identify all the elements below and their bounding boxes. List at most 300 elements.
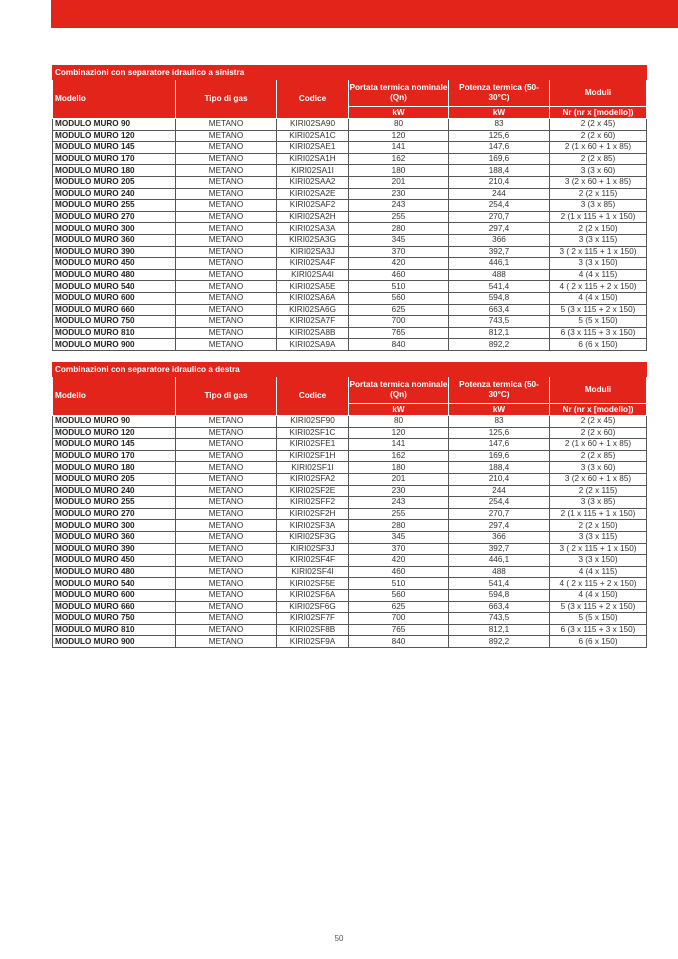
portata-cell: 370 bbox=[349, 246, 449, 258]
table-row bbox=[53, 304, 647, 316]
table-row bbox=[53, 578, 647, 590]
table-row bbox=[53, 566, 647, 578]
table-row bbox=[53, 165, 647, 177]
model-cell: MODULO MURO 750 bbox=[53, 613, 176, 625]
moduli-cell: 5 (5 x 150) bbox=[550, 316, 647, 328]
model-cell: MODULO MURO 170 bbox=[53, 153, 176, 165]
potenza-cell: 169,6 bbox=[449, 450, 550, 462]
potenza-cell: 446,1 bbox=[449, 555, 550, 567]
table-row bbox=[53, 462, 647, 474]
portata-cell: 510 bbox=[349, 578, 449, 590]
code-cell: KIRI02SA6G bbox=[277, 304, 349, 316]
gas-cell: METANO bbox=[176, 119, 277, 131]
col-header-tipo-gas: Tipo di gas bbox=[176, 80, 277, 119]
model-cell: MODULO MURO 240 bbox=[53, 188, 176, 200]
moduli-cell: 2 (2 x 85) bbox=[550, 153, 647, 165]
potenza-cell: 743,5 bbox=[449, 613, 550, 625]
gas-cell: METANO bbox=[176, 258, 277, 270]
potenza-cell: 594,8 bbox=[449, 589, 550, 601]
potenza-cell: 270,7 bbox=[449, 211, 550, 223]
portata-cell: 420 bbox=[349, 258, 449, 270]
code-cell: KIRI02SF90 bbox=[277, 416, 349, 428]
potenza-cell: 392,7 bbox=[449, 246, 550, 258]
potenza-cell: 210,4 bbox=[449, 473, 550, 485]
code-cell: KIRI02SA3J bbox=[277, 246, 349, 258]
potenza-cell: 366 bbox=[449, 531, 550, 543]
potenza-cell: 892,2 bbox=[449, 636, 550, 648]
portata-cell: 120 bbox=[349, 130, 449, 142]
potenza-cell: 169,6 bbox=[449, 153, 550, 165]
code-cell: KIRI02SF8B bbox=[277, 624, 349, 636]
table-row bbox=[53, 497, 647, 509]
portata-cell: 345 bbox=[349, 531, 449, 543]
portata-cell: 700 bbox=[349, 316, 449, 328]
moduli-cell: 2 (2 x 85) bbox=[550, 450, 647, 462]
portata-cell: 765 bbox=[349, 624, 449, 636]
portata-cell: 120 bbox=[349, 427, 449, 439]
moduli-cell: 3 ( 2 x 115 + 1 x 150) bbox=[550, 543, 647, 555]
gas-cell: METANO bbox=[176, 176, 277, 188]
potenza-cell: 188,4 bbox=[449, 462, 550, 474]
moduli-cell: 4 (4 x 115) bbox=[550, 566, 647, 578]
portata-cell: 510 bbox=[349, 281, 449, 293]
moduli-cell: 6 (6 x 150) bbox=[550, 636, 647, 648]
portata-cell: 460 bbox=[349, 566, 449, 578]
model-cell: MODULO MURO 540 bbox=[53, 281, 176, 293]
portata-cell: 560 bbox=[349, 292, 449, 304]
col-header-portata: Portata termica nominale (Qn) bbox=[349, 80, 449, 107]
gas-cell: METANO bbox=[176, 462, 277, 474]
code-cell: KIRI02SA9A bbox=[277, 339, 349, 351]
code-cell: KIRI02SA6A bbox=[277, 292, 349, 304]
table-row bbox=[53, 339, 647, 351]
potenza-cell: 210,4 bbox=[449, 176, 550, 188]
moduli-cell: 2 (1 x 115 + 1 x 150) bbox=[550, 508, 647, 520]
table-row bbox=[53, 211, 647, 223]
model-cell: MODULO MURO 205 bbox=[53, 473, 176, 485]
table-row bbox=[53, 234, 647, 246]
table-row bbox=[53, 531, 647, 543]
code-cell: KIRI02SAA2 bbox=[277, 176, 349, 188]
table-row bbox=[53, 636, 647, 648]
moduli-cell: 5 (5 x 150) bbox=[550, 613, 647, 625]
moduli-cell: 3 (3 x 85) bbox=[550, 497, 647, 509]
potenza-cell: 812,1 bbox=[449, 624, 550, 636]
potenza-cell: 663,4 bbox=[449, 304, 550, 316]
table-row bbox=[53, 485, 647, 497]
code-cell: KIRI02SA4F bbox=[277, 258, 349, 270]
unit-portata: kW bbox=[349, 107, 449, 119]
model-cell: MODULO MURO 660 bbox=[53, 304, 176, 316]
code-cell: KIRI02SFA2 bbox=[277, 473, 349, 485]
portata-cell: 765 bbox=[349, 327, 449, 339]
potenza-cell: 254,4 bbox=[449, 200, 550, 212]
table-row bbox=[53, 269, 647, 281]
table-right-body bbox=[53, 363, 647, 648]
table-row bbox=[53, 130, 647, 142]
potenza-cell: 446,1 bbox=[449, 258, 550, 270]
code-cell: KIRI02SA8B bbox=[277, 327, 349, 339]
code-cell: KIRI02SFF2 bbox=[277, 497, 349, 509]
unit-potenza: kW bbox=[449, 107, 550, 119]
table-row bbox=[53, 450, 647, 462]
potenza-cell: 488 bbox=[449, 269, 550, 281]
potenza-cell: 892,2 bbox=[449, 339, 550, 351]
model-cell: MODULO MURO 270 bbox=[53, 211, 176, 223]
table-row bbox=[53, 555, 647, 567]
col-header-moduli: Moduli bbox=[550, 377, 647, 404]
model-cell: MODULO MURO 390 bbox=[53, 543, 176, 555]
code-cell: KIRI02SF1H bbox=[277, 450, 349, 462]
code-cell: KIRI02SF3A bbox=[277, 520, 349, 532]
moduli-cell: 2 (2 x 150) bbox=[550, 223, 647, 235]
potenza-cell: 366 bbox=[449, 234, 550, 246]
col-header-moduli: Moduli bbox=[550, 80, 647, 107]
col-header-modello: Modello bbox=[53, 377, 176, 416]
gas-cell: METANO bbox=[176, 142, 277, 154]
code-cell: KIRI02SF7F bbox=[277, 613, 349, 625]
potenza-cell: 244 bbox=[449, 188, 550, 200]
portata-cell: 840 bbox=[349, 636, 449, 648]
portata-cell: 625 bbox=[349, 601, 449, 613]
moduli-cell: 3 (2 x 60 + 1 x 85) bbox=[550, 176, 647, 188]
code-cell: KIRI02SF2E bbox=[277, 485, 349, 497]
table-row bbox=[53, 613, 647, 625]
table-row bbox=[53, 281, 647, 293]
col-header-codice: Codice bbox=[277, 377, 349, 416]
table-title: Combinazioni con separatore idraulico a sinistra bbox=[53, 66, 647, 80]
portata-cell: 230 bbox=[349, 188, 449, 200]
model-cell: MODULO MURO 90 bbox=[53, 416, 176, 428]
model-cell: MODULO MURO 450 bbox=[53, 258, 176, 270]
code-cell: KIRI02SF6A bbox=[277, 589, 349, 601]
gas-cell: METANO bbox=[176, 543, 277, 555]
portata-cell: 141 bbox=[349, 439, 449, 451]
potenza-cell: 254,4 bbox=[449, 497, 550, 509]
model-cell: MODULO MURO 900 bbox=[53, 636, 176, 648]
potenza-cell: 270,7 bbox=[449, 508, 550, 520]
potenza-cell: 541,4 bbox=[449, 281, 550, 293]
code-cell: KIRI02SA5E bbox=[277, 281, 349, 293]
code-cell: KIRI02SA4I bbox=[277, 269, 349, 281]
potenza-cell: 83 bbox=[449, 416, 550, 428]
model-cell: MODULO MURO 300 bbox=[53, 520, 176, 532]
gas-cell: METANO bbox=[176, 508, 277, 520]
moduli-cell: 3 (3 x 150) bbox=[550, 258, 647, 270]
gas-cell: METANO bbox=[176, 304, 277, 316]
portata-cell: 162 bbox=[349, 450, 449, 462]
moduli-cell: 2 (1 x 115 + 1 x 150) bbox=[550, 211, 647, 223]
gas-cell: METANO bbox=[176, 589, 277, 601]
code-cell: KIRI02SF3G bbox=[277, 531, 349, 543]
gas-cell: METANO bbox=[176, 339, 277, 351]
gas-cell: METANO bbox=[176, 578, 277, 590]
potenza-cell: 594,8 bbox=[449, 292, 550, 304]
gas-cell: METANO bbox=[176, 613, 277, 625]
moduli-cell: 3 (3 x 115) bbox=[550, 531, 647, 543]
portata-cell: 243 bbox=[349, 497, 449, 509]
col-header-tipo-gas: Tipo di gas bbox=[176, 377, 277, 416]
potenza-cell: 83 bbox=[449, 119, 550, 131]
code-cell: KIRI02SA90 bbox=[277, 119, 349, 131]
moduli-cell: 3 (3 x 60) bbox=[550, 462, 647, 474]
potenza-cell: 297,4 bbox=[449, 223, 550, 235]
moduli-cell: 2 (2 x 60) bbox=[550, 427, 647, 439]
model-cell: MODULO MURO 480 bbox=[53, 566, 176, 578]
potenza-cell: 244 bbox=[449, 485, 550, 497]
gas-cell: METANO bbox=[176, 520, 277, 532]
moduli-cell: 2 (2 x 115) bbox=[550, 188, 647, 200]
portata-cell: 255 bbox=[349, 508, 449, 520]
code-cell: KIRI02SF5E bbox=[277, 578, 349, 590]
portata-cell: 280 bbox=[349, 223, 449, 235]
gas-cell: METANO bbox=[176, 497, 277, 509]
potenza-cell: 125,6 bbox=[449, 427, 550, 439]
table-row bbox=[53, 543, 647, 555]
moduli-cell: 3 (2 x 60 + 1 x 85) bbox=[550, 473, 647, 485]
moduli-cell: 4 (4 x 150) bbox=[550, 292, 647, 304]
gas-cell: METANO bbox=[176, 327, 277, 339]
code-cell: KIRI02SF1C bbox=[277, 427, 349, 439]
model-cell: MODULO MURO 360 bbox=[53, 234, 176, 246]
gas-cell: METANO bbox=[176, 188, 277, 200]
table-row bbox=[53, 153, 647, 165]
gas-cell: METANO bbox=[176, 211, 277, 223]
portata-cell: 141 bbox=[349, 142, 449, 154]
gas-cell: METANO bbox=[176, 566, 277, 578]
portata-cell: 840 bbox=[349, 339, 449, 351]
code-cell: KIRI02SF4F bbox=[277, 555, 349, 567]
moduli-cell: 3 (3 x 150) bbox=[550, 555, 647, 567]
unit-potenza: kW bbox=[449, 404, 550, 416]
gas-cell: METANO bbox=[176, 636, 277, 648]
portata-cell: 180 bbox=[349, 165, 449, 177]
potenza-cell: 663,4 bbox=[449, 601, 550, 613]
potenza-cell: 125,6 bbox=[449, 130, 550, 142]
table-row bbox=[53, 520, 647, 532]
model-cell: MODULO MURO 540 bbox=[53, 578, 176, 590]
gas-cell: METANO bbox=[176, 439, 277, 451]
moduli-cell: 2 (1 x 60 + 1 x 85) bbox=[550, 439, 647, 451]
moduli-cell: 2 (2 x 150) bbox=[550, 520, 647, 532]
model-cell: MODULO MURO 600 bbox=[53, 292, 176, 304]
potenza-cell: 541,4 bbox=[449, 578, 550, 590]
moduli-cell: 2 (2 x 115) bbox=[550, 485, 647, 497]
moduli-cell: 4 ( 2 x 115 + 2 x 150) bbox=[550, 578, 647, 590]
table-row bbox=[53, 601, 647, 613]
col-header-potenza: Potenza termica (50-30°C) bbox=[449, 80, 550, 107]
gas-cell: METANO bbox=[176, 165, 277, 177]
code-cell: KIRI02SAF2 bbox=[277, 200, 349, 212]
moduli-cell: 4 (4 x 150) bbox=[550, 589, 647, 601]
gas-cell: METANO bbox=[176, 234, 277, 246]
table-row bbox=[53, 316, 647, 328]
table-row bbox=[53, 624, 647, 636]
model-cell: MODULO MURO 480 bbox=[53, 269, 176, 281]
moduli-cell: 2 (1 x 60 + 1 x 85) bbox=[550, 142, 647, 154]
code-cell: KIRI02SA3A bbox=[277, 223, 349, 235]
model-cell: MODULO MURO 255 bbox=[53, 497, 176, 509]
model-cell: MODULO MURO 180 bbox=[53, 462, 176, 474]
model-cell: MODULO MURO 145 bbox=[53, 142, 176, 154]
table-row bbox=[53, 258, 647, 270]
model-cell: MODULO MURO 90 bbox=[53, 119, 176, 131]
model-cell: MODULO MURO 750 bbox=[53, 316, 176, 328]
top-red-bar bbox=[51, 0, 678, 28]
model-cell: MODULO MURO 170 bbox=[53, 450, 176, 462]
table-row bbox=[53, 508, 647, 520]
gas-cell: METANO bbox=[176, 200, 277, 212]
col-header-codice: Codice bbox=[277, 80, 349, 119]
gas-cell: METANO bbox=[176, 316, 277, 328]
potenza-cell: 147,6 bbox=[449, 439, 550, 451]
table-title: Combinazioni con separatore idraulico a destra bbox=[53, 363, 647, 377]
model-cell: MODULO MURO 255 bbox=[53, 200, 176, 212]
gas-cell: METANO bbox=[176, 130, 277, 142]
col-header-portata: Portata termica nominale (Qn) bbox=[349, 377, 449, 404]
table-row bbox=[53, 119, 647, 131]
model-cell: MODULO MURO 300 bbox=[53, 223, 176, 235]
table-row bbox=[53, 200, 647, 212]
page-number: 50 bbox=[334, 934, 344, 943]
code-cell: KIRI02SF2H bbox=[277, 508, 349, 520]
code-cell: KIRI02SF1I bbox=[277, 462, 349, 474]
code-cell: KIRI02SA7F bbox=[277, 316, 349, 328]
gas-cell: METANO bbox=[176, 269, 277, 281]
model-cell: MODULO MURO 120 bbox=[53, 427, 176, 439]
moduli-cell: 3 (3 x 115) bbox=[550, 234, 647, 246]
gas-cell: METANO bbox=[176, 473, 277, 485]
code-cell: KIRI02SF6G bbox=[277, 601, 349, 613]
code-cell: KIRI02SA2E bbox=[277, 188, 349, 200]
moduli-cell: 6 (3 x 115 + 3 x 150) bbox=[550, 624, 647, 636]
model-cell: MODULO MURO 810 bbox=[53, 624, 176, 636]
model-cell: MODULO MURO 600 bbox=[53, 589, 176, 601]
gas-cell: METANO bbox=[176, 555, 277, 567]
gas-cell: METANO bbox=[176, 624, 277, 636]
model-cell: MODULO MURO 450 bbox=[53, 555, 176, 567]
potenza-cell: 392,7 bbox=[449, 543, 550, 555]
gas-cell: METANO bbox=[176, 416, 277, 428]
gas-cell: METANO bbox=[176, 531, 277, 543]
moduli-cell: 3 ( 2 x 115 + 1 x 150) bbox=[550, 246, 647, 258]
potenza-cell: 188,4 bbox=[449, 165, 550, 177]
table-left-separator bbox=[52, 65, 647, 351]
model-cell: MODULO MURO 180 bbox=[53, 165, 176, 177]
potenza-cell: 812,1 bbox=[449, 327, 550, 339]
moduli-cell: 4 ( 2 x 115 + 2 x 150) bbox=[550, 281, 647, 293]
table-left-body bbox=[53, 66, 647, 351]
moduli-cell: 5 (3 x 115 + 2 x 150) bbox=[550, 601, 647, 613]
moduli-cell: 3 (3 x 85) bbox=[550, 200, 647, 212]
table-row bbox=[53, 142, 647, 154]
table-row bbox=[53, 246, 647, 258]
model-cell: MODULO MURO 120 bbox=[53, 130, 176, 142]
code-cell: KIRI02SA1C bbox=[277, 130, 349, 142]
portata-cell: 243 bbox=[349, 200, 449, 212]
code-cell: KIRI02SA3G bbox=[277, 234, 349, 246]
portata-cell: 700 bbox=[349, 613, 449, 625]
gas-cell: METANO bbox=[176, 450, 277, 462]
table-row bbox=[53, 188, 647, 200]
potenza-cell: 743,5 bbox=[449, 316, 550, 328]
portata-cell: 280 bbox=[349, 520, 449, 532]
potenza-cell: 147,6 bbox=[449, 142, 550, 154]
unit-moduli: Nr (nr x [modello]) bbox=[550, 107, 647, 119]
portata-cell: 370 bbox=[349, 543, 449, 555]
gas-cell: METANO bbox=[176, 427, 277, 439]
moduli-cell: 2 (2 x 45) bbox=[550, 119, 647, 131]
gas-cell: METANO bbox=[176, 153, 277, 165]
portata-cell: 420 bbox=[349, 555, 449, 567]
model-cell: MODULO MURO 390 bbox=[53, 246, 176, 258]
table-row bbox=[53, 327, 647, 339]
portata-cell: 201 bbox=[349, 473, 449, 485]
portata-cell: 80 bbox=[349, 119, 449, 131]
code-cell: KIRI02SA1I bbox=[277, 165, 349, 177]
model-cell: MODULO MURO 205 bbox=[53, 176, 176, 188]
portata-cell: 162 bbox=[349, 153, 449, 165]
model-cell: MODULO MURO 360 bbox=[53, 531, 176, 543]
moduli-cell: 2 (2 x 60) bbox=[550, 130, 647, 142]
unit-moduli: Nr (nr x [modello]) bbox=[550, 404, 647, 416]
portata-cell: 230 bbox=[349, 485, 449, 497]
table-row bbox=[53, 176, 647, 188]
model-cell: MODULO MURO 145 bbox=[53, 439, 176, 451]
moduli-cell: 5 (3 x 115 + 2 x 150) bbox=[550, 304, 647, 316]
code-cell: KIRI02SF4I bbox=[277, 566, 349, 578]
portata-cell: 625 bbox=[349, 304, 449, 316]
code-cell: KIRI02SF9A bbox=[277, 636, 349, 648]
portata-cell: 180 bbox=[349, 462, 449, 474]
portata-cell: 255 bbox=[349, 211, 449, 223]
model-cell: MODULO MURO 270 bbox=[53, 508, 176, 520]
col-header-potenza: Potenza termica (50-30°C) bbox=[449, 377, 550, 404]
potenza-cell: 297,4 bbox=[449, 520, 550, 532]
code-cell: KIRI02SA1H bbox=[277, 153, 349, 165]
unit-portata: kW bbox=[349, 404, 449, 416]
table-row bbox=[53, 439, 647, 451]
gas-cell: METANO bbox=[176, 281, 277, 293]
moduli-cell: 2 (2 x 45) bbox=[550, 416, 647, 428]
table-row bbox=[53, 473, 647, 485]
model-cell: MODULO MURO 900 bbox=[53, 339, 176, 351]
moduli-cell: 4 (4 x 115) bbox=[550, 269, 647, 281]
portata-cell: 460 bbox=[349, 269, 449, 281]
moduli-cell: 6 (6 x 150) bbox=[550, 339, 647, 351]
code-cell: KIRI02SAE1 bbox=[277, 142, 349, 154]
gas-cell: METANO bbox=[176, 246, 277, 258]
code-cell: KIRI02SF3J bbox=[277, 543, 349, 555]
gas-cell: METANO bbox=[176, 601, 277, 613]
table-row bbox=[53, 416, 647, 428]
table-row bbox=[53, 589, 647, 601]
table-row bbox=[53, 223, 647, 235]
code-cell: KIRI02SFE1 bbox=[277, 439, 349, 451]
table-right-separator bbox=[52, 362, 647, 648]
moduli-cell: 6 (3 x 115 + 3 x 150) bbox=[550, 327, 647, 339]
gas-cell: METANO bbox=[176, 485, 277, 497]
gas-cell: METANO bbox=[176, 223, 277, 235]
potenza-cell: 488 bbox=[449, 566, 550, 578]
portata-cell: 560 bbox=[349, 589, 449, 601]
model-cell: MODULO MURO 240 bbox=[53, 485, 176, 497]
model-cell: MODULO MURO 660 bbox=[53, 601, 176, 613]
portata-cell: 80 bbox=[349, 416, 449, 428]
col-header-modello: Modello bbox=[53, 80, 176, 119]
code-cell: KIRI02SA2H bbox=[277, 211, 349, 223]
moduli-cell: 3 (3 x 60) bbox=[550, 165, 647, 177]
